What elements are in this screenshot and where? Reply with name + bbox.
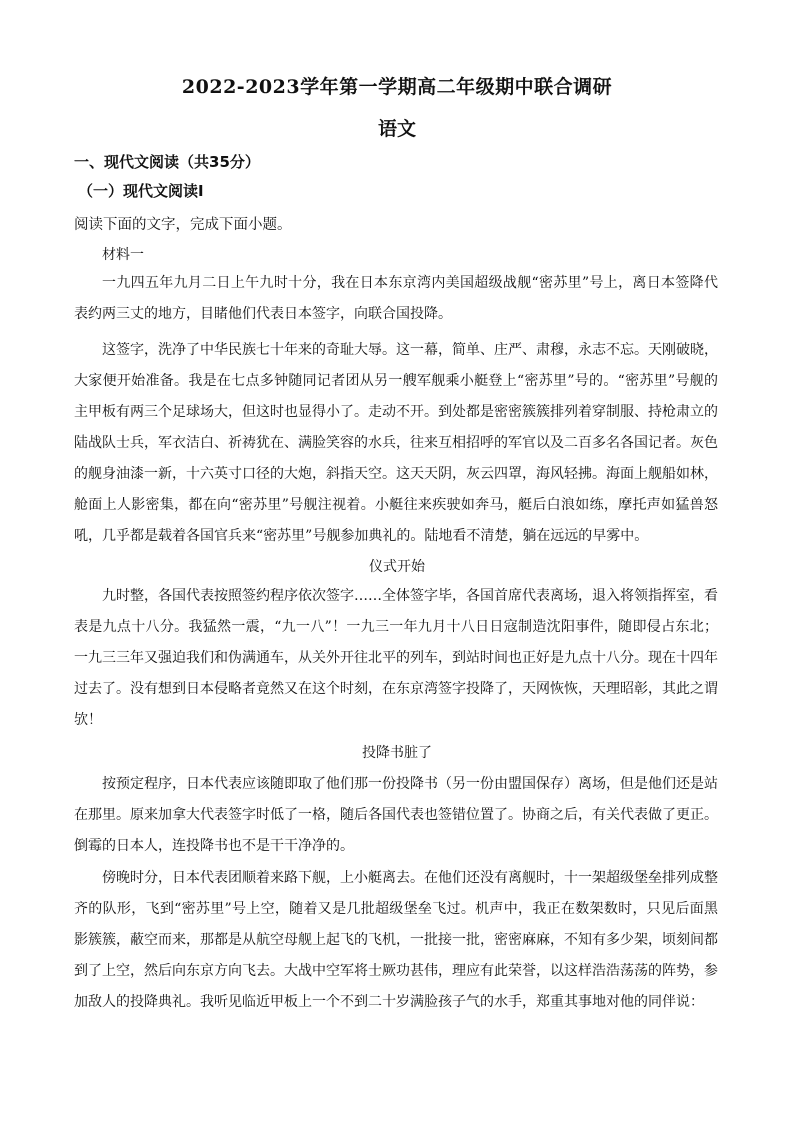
article-paragraph-1: 一九四五年九月二日上午九时十分，我在日本东京湾内美国超级战舰“密苏里”号上，离日本签降代表约两三丈的地方，目睹他们代表日本签字，向联合国投降。 xyxy=(74,275,718,322)
exam-title: 2022-2023学年第一学期高二年级期中联合调研 xyxy=(181,76,613,98)
subsection-heading: （一）现代文阅读Ⅰ xyxy=(78,182,204,200)
article-paragraph-5: 傍晚时分，日本代表团顺着来路下舰，上小艇离去。在他们还没有离舰时，十一架超级堡垒排列成整齐的队形，飞到“密苏里”号上空，随着又是几批超级堡垒飞过。机声中，我正在数架数时，只见后面黑影簇簇，蔽空而来，那都是从航空母舰上起飞的飞机，一批接一批，密密麻麻，不知有多少架，顷刻间都到了上空，然后向东京方向飞去。大战中空军将士厥功甚伟，理应有此荣誉，以这样浩浩荡荡的阵势，参加敌人的投降典礼。我听见临近甲板上一个不到二十岁满脸孩子气的水手，郑重其事地对他的同伴说： xyxy=(74,870,718,1010)
article-paragraph-2: 这签字，洗净了中华民族七十年来的奇耻大辱。这一幕，简单、庄严、肃穆，永志不忘。天刚破晓，大家便开始准备。我是在七点多钟随同记者团从另一艘军舰乘小艇登上“密苏里”号的。“密苏里”号舰的主甲板有两三个足球场大，但这时也显得小了。走动不开。到处都是密密簇簇排列着穿制服、持枪肃立的陆战队士兵，军衣洁白、祈祷犹在、满脸笑容的水兵，往来互相招呼的军官以及二百多名各国记者。灰色的舰身油漆一新，十六英寸口径的大炮，斜指天空。这天天阴，灰云四罩，海风轻拂。海面上舰船如林，舱面上人影密集，都在向“密苏里”号舰注视着。小艇往来疾驶如奔马，艇后白浪如练，摩托声如猛兽怒吼，几乎都是载着各国官兵来“密苏里”号舰参加典礼的。陆地看不清楚，躺在远远的早雾中。 xyxy=(74,342,718,544)
subject-title: 语文 xyxy=(377,118,416,140)
section-heading: 一、现代文阅读（共35分） xyxy=(74,153,260,171)
article-paragraph-3: 九时整，各国代表按照签约程序依次签字……全体签字毕，各国首席代表离场，退入将领指挥室，看表是九点十八分。我猛然一震，“九一八”！一九三一年九月十八日日寇制造沈阳事件，随即侵占东北；一九三三年又强迫我们和伪满通车，从关外开往北平的列车，到站时间也正好是九点十八分。现在十四年过去了。没有想到日本侵略者竟然又在这个时刻，在东京湾签字投降了，天网恢恢，天理昭彰，其此之谓欤！ xyxy=(74,588,718,728)
instruction-text: 阅读下面的文字，完成下面小题。 xyxy=(74,217,292,233)
article-paragraph-4: 按预定程序，日本代表应该随即取了他们那一份投降书（另一份由盟国保存）离场，但是他们还是站在那里。原来加拿大代表签字时低了一格，随后各国代表也签错位置了。协商之后，有关代表做了更正。倒霉的日本人，连投降书也不是干干净净的。 xyxy=(74,776,718,854)
article-subtitle-surrender: 投降书脏了 xyxy=(362,745,432,761)
material-label: 材料一 xyxy=(102,247,144,263)
article-subtitle-ceremony: 仪式开始 xyxy=(369,559,425,575)
